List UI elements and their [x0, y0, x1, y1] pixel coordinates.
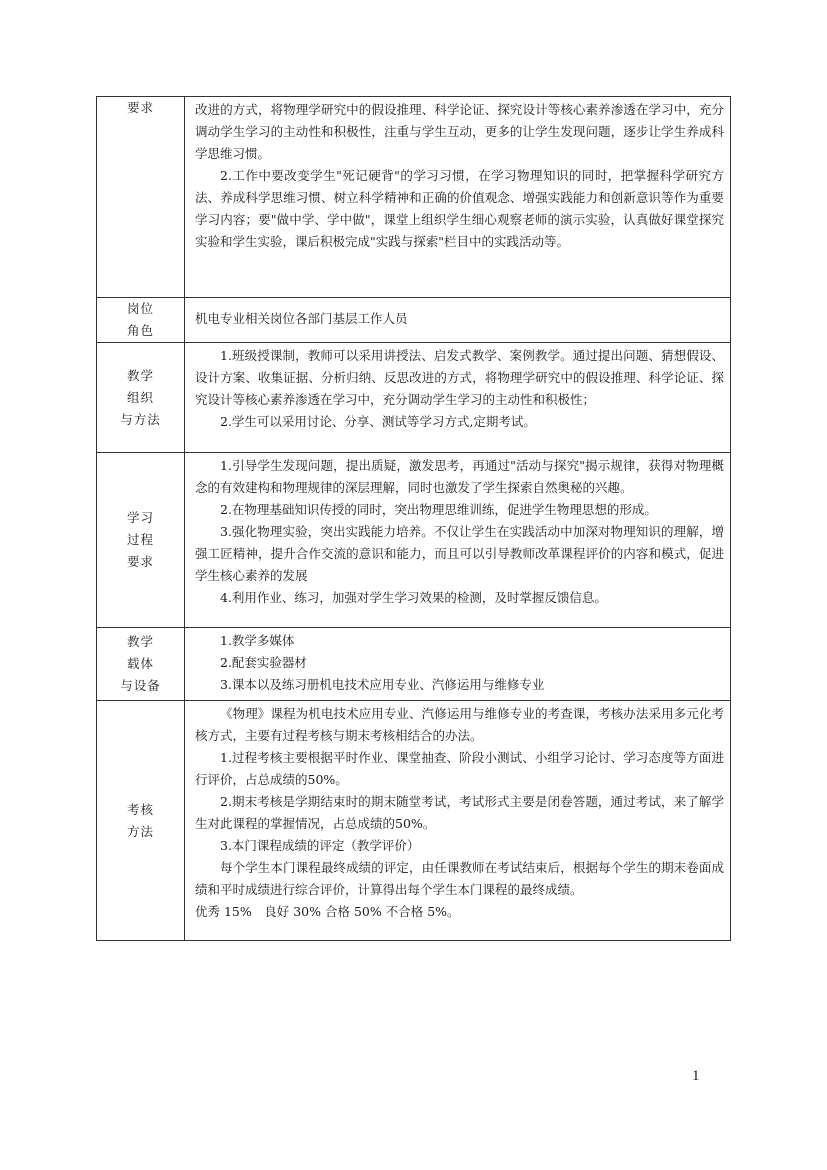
label-organization: 组织 [126, 389, 154, 405]
equipment-item-2: 2.配套实验器材 [220, 655, 307, 670]
label-position: 岗位 [126, 301, 154, 316]
learning-para-4: 4.利用作业、练习，加强对学生学习效果的检测，及时掌握反馈信息。 [220, 590, 607, 605]
learning-para-2: 2.在物理基础知识传授的同时，突出物理思维训练，促进学生物理思想的形成。 [220, 502, 657, 517]
content-position-role [185, 298, 731, 343]
row-teaching-organization [97, 343, 731, 453]
row-position-role [97, 298, 731, 343]
page-number: 1 [692, 1068, 700, 1084]
label-process: 过程 [126, 532, 154, 547]
assessment-para-2: 1.过程考核主要根据平时作业、课堂抽查、阶段小测试、小组学习论讨、学习态度等方面进行评价，占总成绩的50%。 [195, 750, 724, 787]
teaching-para-2: 2.学生可以采用讨论、分享、测试等学习方式,定期考试。 [220, 414, 536, 429]
label-and-equipment: 与设备 [120, 678, 161, 693]
label-requirements: 要求 [126, 100, 154, 115]
label-and-method: 与方法 [120, 411, 161, 427]
position-role-text: 机电专业相关岗位各部门基层工作人员 [195, 311, 408, 326]
label-cell-assessment-method [97, 701, 185, 941]
learning-para-3: 3.强化物理实验，突出实践能力培养。不仅让学生在实践活动中加深对物理知识的理解，增强工匠精神，提升合作交流的意识和能力，而且可以引导教师改革课程评价的内容和模式，促进学生核心素养的发展 [195, 524, 724, 583]
content-requirements [185, 97, 731, 298]
label-cell-requirements [97, 97, 185, 298]
row-teaching-equipment [97, 628, 731, 701]
label-carrier: 载体 [126, 656, 154, 671]
label-teaching: 教学 [126, 367, 154, 383]
label-cell-position-role [97, 298, 185, 343]
equipment-item-3: 3.课本以及练习册机电技术应用专业、汽修运用与维修专业 [220, 677, 545, 692]
content-assessment-method [185, 701, 731, 941]
content-teaching-organization [185, 343, 731, 453]
label-teaching-2: 教学 [126, 634, 154, 649]
content-learning-process [185, 453, 731, 628]
label-assessment: 考核 [126, 801, 154, 817]
assessment-para-1: 《物理》课程为机电技术应用专业、汽修运用与维修专业的考查课，考核办法采用多元化考核方式，主要有过程考核与期末考核相结合的办法。 [195, 706, 724, 743]
assessment-grade-distribution: 优秀 15% 良好 30% 合格 50% 不合格 5%。 [195, 904, 460, 919]
label-learning: 学习 [126, 510, 154, 525]
label-cell-teaching-organization [97, 343, 185, 453]
learning-para-1: 1.引导学生发现问题，提出质疑，激发思考，再通过"活动与探究"揭示规律，获得对物理概念的有效建构和物理规律的深层理解，同时也激发了学生探索自然奥秘的兴趣。 [195, 458, 724, 495]
assessment-para-4: 3.本门课程成绩的评定（教学评价） [220, 838, 420, 853]
label-requirement: 要求 [126, 554, 154, 569]
label-method: 方法 [126, 823, 154, 839]
label-cell-learning-process [97, 453, 185, 628]
requirements-para-2: 2.工作中要改变学生"死记硬背"的学习习惯，在学习物理知识的同时，把掌握科学研究方法、养成科学思维习惯、树立科学精神和正确的价值观念、增强实践能力和创新意识等作为重要学习内容；要"做中学、学中做"，课堂上组织学生细心观察老师的演示实验，认真做好课堂探究实验和学生实验，课后积极完成"实践与探索"栏目中的实践活动等。 [195, 168, 724, 249]
requirements-para-1: 改进的方式，将物理学研究中的假设推理、科学论证、探究设计等核心素养渗透在学习中，充分调动学生学习的主动性和积极性，注重与学生互动，更多的让学生发现问题，逐步让学生养成科学思维习惯。 [195, 102, 724, 161]
row-requirements [97, 97, 731, 298]
label-role: 角色 [126, 323, 154, 338]
content-teaching-equipment [185, 628, 731, 701]
teaching-para-1: 1.班级授课制，教师可以采用讲授法、启发式教学、案例教学。通过提出问题、猜想假设、设计方案、收集证据、分析归纳、反思改进的方式，将物理学研究中的假设推理、科学论证、探究设计等核心素养渗透在学习中，充分调动学生学习的主动性和积极性； [195, 348, 724, 407]
row-learning-process [97, 453, 731, 628]
assessment-para-5: 每个学生本门课程最终成绩的评定，由任课教师在考试结束后，根据每个学生的期末卷面成绩和平时成绩进行综合评价，计算得出每个学生本门课程的最终成绩。 [195, 860, 724, 897]
assessment-para-3: 2.期末考核是学期结束时的期末随堂考试，考试形式主要是闭卷答题，通过考试，来了解学生对此课程的掌握情况，占总成绩的50%。 [195, 794, 724, 831]
equipment-item-1: 1.教学多媒体 [220, 633, 295, 648]
course-info-table [96, 96, 731, 941]
row-assessment-method [97, 701, 731, 941]
label-cell-teaching-equipment [97, 628, 185, 701]
